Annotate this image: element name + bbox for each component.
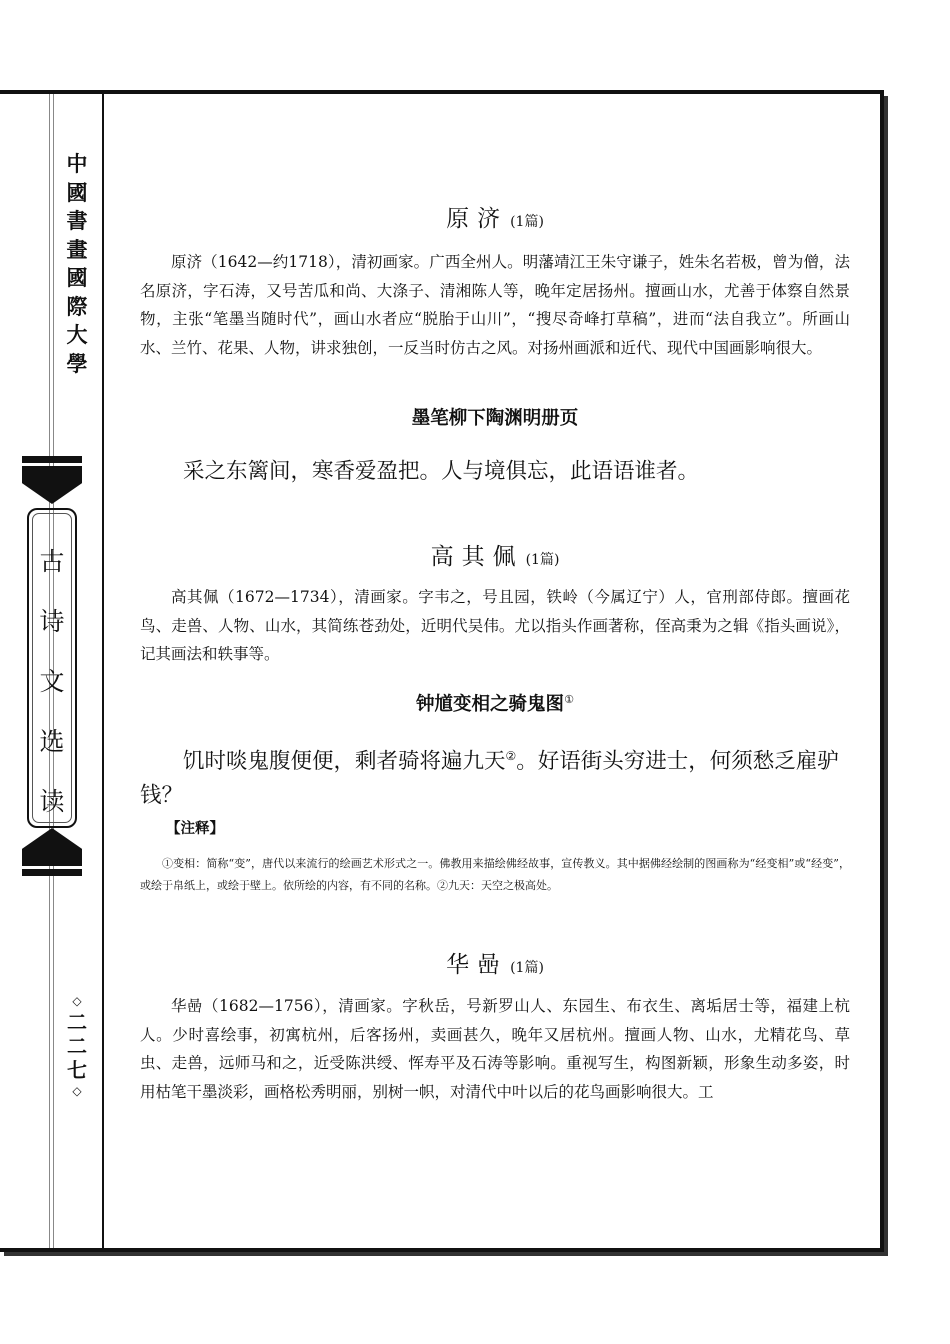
poem-text: 采之东篱间，寒香爱盈把。人与境俱忘，此语语谁者。 <box>183 459 700 484</box>
footnote-mark: ② <box>505 749 517 763</box>
page-frame-shadow-right <box>884 96 888 1256</box>
biography-paragraph: 原济（1642—约1718），清初画家。广西全州人。明藩靖江王朱守谦子，姓朱名若极，曾为僧，法名原济，字石涛，又号苦瓜和尚、大涤子、清湘陈人等，晚年定居扬州。擅画山水，尤善于体察自然景物，主张“笔墨当随时代”，画山水者应“脱胎于山川”，“搜尽奇峰打草稿”，进而“法自我立”。所画山水、兰竹、花果、人物，讲求独创，一反当时仿古之风。对扬州画派和近代、现代中国画影响很大。 <box>140 253 850 357</box>
diamond-icon: ◇ <box>72 1084 82 1098</box>
sidebar-university-name: 中國書畫國際大學 <box>60 150 94 378</box>
section-title-text: 原济 <box>446 206 509 232</box>
section-title <box>140 200 850 233</box>
footnote-mark: ① <box>564 692 574 706</box>
page-number <box>58 992 96 1100</box>
poem-title <box>140 404 850 430</box>
section-title <box>140 946 850 979</box>
sidebar-book-title: 古诗文选读 <box>39 547 65 816</box>
page-frame-shadow-bottom <box>4 1252 888 1256</box>
poem-title-text: 墨笔柳下陶渊明册页 <box>411 408 579 429</box>
diamond-icon: ◇ <box>72 994 82 1008</box>
section-count: (1篇) <box>510 960 544 976</box>
section-title-text: 高其佩 <box>430 544 524 570</box>
page-frame-top <box>0 90 884 94</box>
page-number-value: 二二七 <box>67 1010 87 1082</box>
poem-text-part: 。好语街头穷进士，何须愁乏雇驴钱？ <box>140 749 839 809</box>
section-title-text: 华喦 <box>446 952 509 978</box>
poem-text-part: 饥时啖鬼腹便便，剩者骑将遍九天 <box>183 749 506 775</box>
biography-paragraph: 高其佩（1672—1734），清画家。字韦之，号且园，铁岭（今属辽宁）人，官刑部侍郎。擅画花鸟、走兽、人物、山水，其简练苍劲处，近明代吴伟。尤以指头作画著称，侄高秉为之辑《指头画说》，记其画法和轶事等。 <box>140 588 850 663</box>
poem-title <box>140 690 850 716</box>
biography-paragraph: 华喦（1682—1756），清画家。字秋岳，号新罗山人、东园生、布衣生、离垢居士等，福建上杭人。少时喜绘事，初寓杭州，后客扬州，卖画甚久，晚年又居杭州。擅画人物、山水，尤精花鸟、草虫、走兽，远师马和之，近受陈洪绶、恽寿平及石涛等影响。重视写生，构图新颖，形象生动多姿，时用枯笔干墨淡彩，画格松秀明丽，别树一帜，对清代中叶以后的花鸟画影响很大。工 <box>140 997 850 1101</box>
section-count: (1篇) <box>510 214 544 230</box>
poem-text <box>140 739 850 813</box>
sidebar-divider <box>102 94 104 1248</box>
notes-text: ①变相：简称“变”，唐代以来流行的绘画艺术形式之一。佛教用来描绘佛经故事，宣传教义。其中据佛经绘制的图画称为“经变相”或“经变”，或绘于帛纸上，或绘于壁上。依所绘的内容，有不同的名称。②九天：天空之极高处。 <box>140 857 850 892</box>
sidebar-ornament-bottom <box>22 828 82 879</box>
notes-heading: 【注释】 <box>166 821 224 837</box>
poem-title-text: 钟馗变相之骑鬼图 <box>416 694 565 715</box>
section-title <box>140 538 850 571</box>
section-count: (1篇) <box>525 552 560 568</box>
sidebar-ornament-top <box>22 456 82 504</box>
